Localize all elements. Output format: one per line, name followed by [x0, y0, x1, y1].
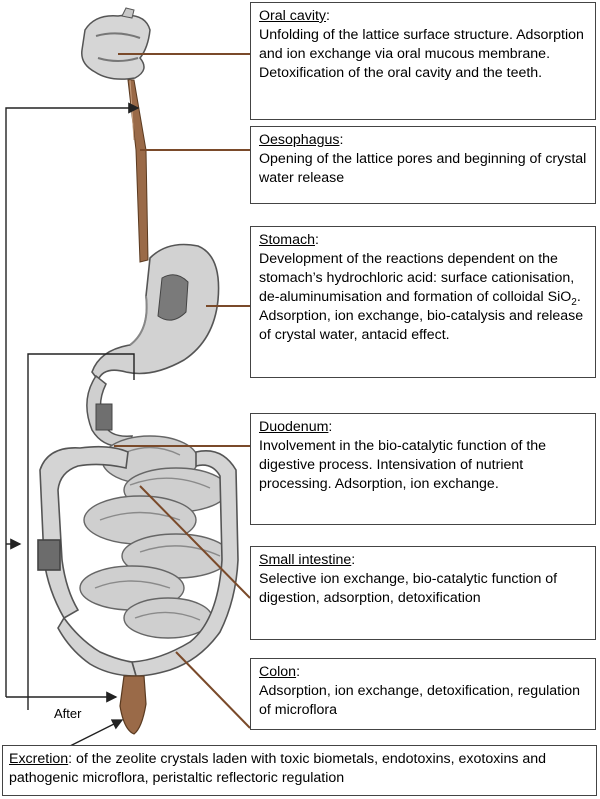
oesophagus-text: Opening of the lattice pores and beginning of crystal water release: [259, 151, 587, 186]
duodenum-text: Involvement in the bio-catalytic function of the digestive process. Intensivation of nutrient processing. Adsorption, ion exchange.: [259, 438, 547, 492]
oral-cavity-text: Unfolding of the lattice surface structure. Adsorption and ion exchange via oral mucous membrane. Detoxification of the oral cavity and the teeth.: [259, 27, 584, 81]
rectum-organ: [120, 676, 146, 734]
oesophagus-title: Oesophagus: [259, 132, 340, 148]
stomach-title: Stomach: [259, 232, 315, 248]
small-intestine-title: Small intestine: [259, 552, 352, 568]
colon-title: Colon: [259, 664, 297, 680]
stomach-organ: [92, 245, 219, 381]
colon-box: Colon: Adsorption, ion exchange, detoxification, regulation of microflora: [250, 658, 596, 730]
after-label: After: [54, 706, 82, 721]
oral-cavity-heading: Oral cavity:: [259, 8, 330, 24]
oral-cavity-box: [250, 2, 596, 120]
feedback-arrows: [6, 108, 138, 752]
colon-text: Adsorption, ion exchange, detoxification, regulation of microflora: [259, 683, 581, 718]
small-intestine-box: Small intestine: Selective ion exchange, bio-catalytic function of digestion, adsorption, detoxification: [250, 546, 596, 640]
excretion-title: Excretion: [9, 751, 69, 767]
duodenum-title: Duodenum: [259, 419, 329, 435]
excretion-text: of the zeolite crystals laden with toxic biometals, endotoxins, exotoxins and pathogenic microflora, peristaltic reflectoric regulation: [9, 751, 547, 786]
excretion-box: Excretion: of the zeolite crystals laden with toxic biometals, endotoxins, exotoxins and pathogenic microflora, peristaltic reflectoric regulation: [2, 745, 597, 796]
oral-cavity-title: Oral cavity: [259, 8, 327, 24]
small-intestine-text: Selective ion exchange, bio-catalytic function of digestion, adsorption, detoxification: [259, 571, 558, 606]
stomach-box: Stomach: Development of the reactions dependent on the stomach’s hydrochloric acid: surface cationisation, de-aluminumisation and formation of colloidal SiO$_2$. Adsorption, ion exchange, bio-catalysis and release of crystal water, antacid effect.: [250, 226, 596, 378]
oesophagus-box: Oesophagus: Opening of the lattice pores and beginning of crystal water release: [250, 126, 596, 204]
stomach-text: Development of the reactions dependent on the stomach’s hydrochloric acid: surface cationisation, de-aluminumisation and formation of colloidal SiO$_2$. Adsorption, ion exchange, bio-catalysis and release of crystal water, antacid effect.: [259, 251, 584, 343]
oral-cavity-organ: [82, 8, 150, 79]
duodenum-box: Duodenum: Involvement in the bio-catalytic function of the digestive process. Intensivation of nutrient processing. Adsorption, ion exchange.: [250, 413, 596, 525]
